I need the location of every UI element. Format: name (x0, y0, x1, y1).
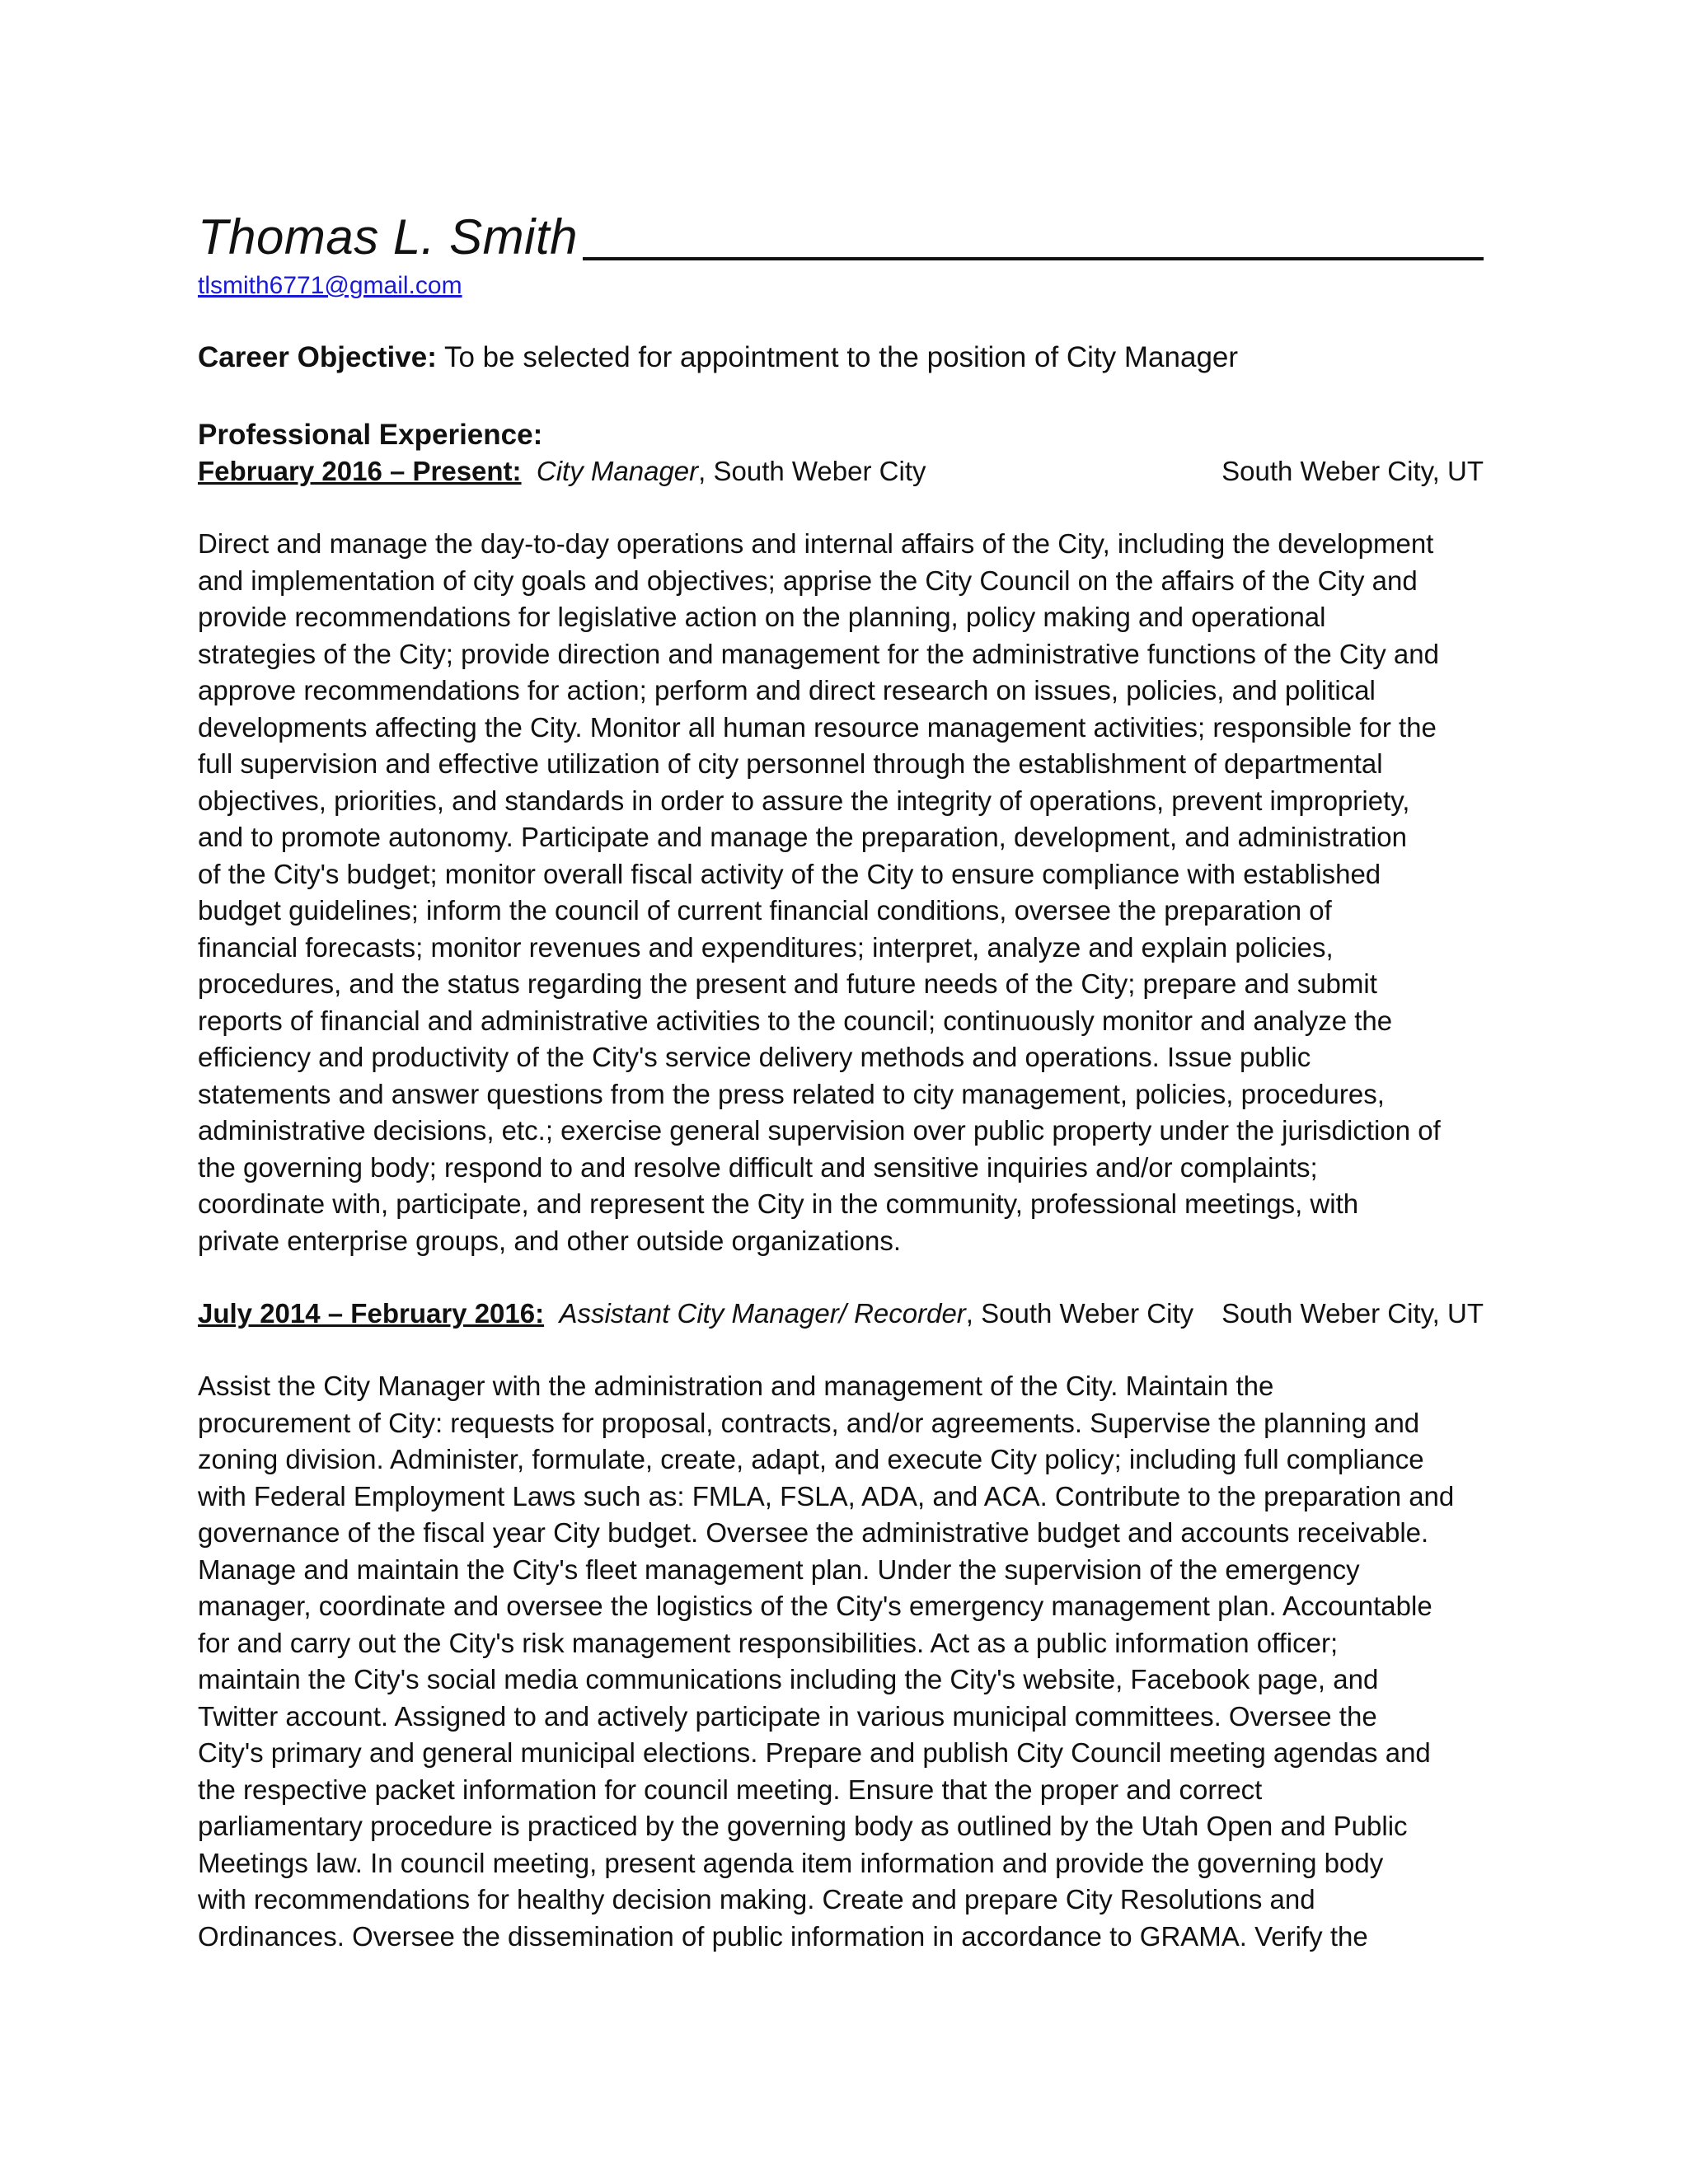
description-line: procurement of City: requests for proposal, contracts, and/or agreements. Supervise the planning and (198, 1407, 1420, 1438)
description-line: Manage and maintain the City's fleet management plan. Under the supervision of the emergency (198, 1554, 1360, 1585)
name-header (198, 198, 1484, 264)
objective-text: To be selected for appointment to the position of City Manager (443, 341, 1239, 373)
job-heading (198, 453, 926, 490)
description-line: and implementation of city goals and objectives; apprise the City Council on the affairs of the City and (198, 565, 1418, 596)
description-line: strategies of the City; provide direction and management for the administrative functions of the City and (198, 638, 1439, 669)
description-line: administrative decisions, etc.; exercise general supervision over public property under the jurisdiction of (198, 1115, 1441, 1146)
job-heading (198, 1296, 1193, 1332)
description-line: procedures, and the status regarding the present and future needs of the City; prepare and submit (198, 968, 1377, 999)
description-line: full supervision and effective utilization of city personnel through the establishment of departmental (198, 748, 1383, 779)
description-line: efficiency and productivity of the City's service delivery methods and operations. Issue public (198, 1042, 1311, 1072)
description-line: maintain the City's social media communications including the City's website, Facebook page, and (198, 1664, 1379, 1694)
job-employer: , South Weber City (965, 1298, 1194, 1329)
description-line: with Federal Employment Laws such as: FMLA, FSLA, ADA, and ACA. Contribute to the preparation and (198, 1480, 1455, 1511)
description-line: the respective packet information for council meeting. Ensure that the proper and correct (198, 1774, 1263, 1805)
description-line: statements and answer questions from the press related to city management, policies, procedures, (198, 1078, 1385, 1109)
job-header-2 (198, 1296, 1484, 1332)
objective-label: Career Objective: (198, 341, 437, 373)
description-line: Meetings law. In council meeting, present agenda item information and provide the governing body (198, 1847, 1384, 1878)
description-line: parliamentary procedure is practiced by the governing body as outlined by the Utah Open and Public (198, 1811, 1408, 1841)
description-line: Twitter account. Assigned to and actively participate in various municipal committees. Oversee the (198, 1700, 1377, 1732)
description-line: approve recommendations for action; perform and direct research on issues, policies, and political (198, 675, 1376, 705)
description-line: budget guidelines; inform the council of current financial conditions, oversee the preparation of (198, 895, 1332, 926)
job-dates: February 2016 – Present: (198, 456, 522, 486)
job-employer: , South Weber City (698, 456, 926, 486)
description-line: zoning division. Administer, formulate, create, adapt, and execute City policy; including full compliance (198, 1444, 1424, 1474)
description-line: private enterprise groups, and other outside organizations. (198, 1225, 902, 1256)
job-description-2 (198, 1368, 1484, 1955)
description-line: the governing body; respond to and resolve difficult and sensitive inquiries and/or complaints; (198, 1151, 1318, 1183)
description-line: Direct and manage the day-to-day operations and internal affairs of the City, including the development (198, 528, 1434, 559)
description-line: reports of financial and administrative activities to the council; continuously monitor and analyze the (198, 1005, 1393, 1036)
job-location: South Weber City, UT (1221, 1298, 1484, 1329)
career-objective (198, 340, 1484, 376)
email-link[interactable]: tlsmith6771@gmail.com (198, 272, 462, 299)
description-line: governance of the fiscal year City budget. Oversee the administrative budget and accounts receivable. (198, 1517, 1429, 1548)
job-dates: July 2014 – February 2016: (198, 1298, 545, 1329)
description-line: coordinate with, participate, and represent the City in the community, professional meetings, with (198, 1188, 1359, 1219)
description-line: manager, coordinate and oversee the logistics of the City's emergency management plan. Accountable (198, 1591, 1432, 1621)
description-line: of the City's budget; monitor overall fiscal activity of the City to ensure compliance with established (198, 858, 1381, 889)
description-line: Ordinances. Oversee the dissemination of public information in accordance to GRAMA. Verify the (198, 1920, 1368, 1952)
description-line: and to promote autonomy. Participate and manage the preparation, development, and administration (198, 822, 1407, 852)
candidate-name: Thomas L. Smith (198, 209, 578, 265)
job-location: South Weber City, UT (1221, 456, 1484, 486)
description-line: with recommendations for healthy decision making. Create and prepare City Resolutions and (198, 1884, 1315, 1915)
name-underline (583, 257, 1484, 260)
job-description-1 (198, 526, 1484, 1259)
description-line: for and carry out the City's risk management responsibilities. Act as a public information officer; (198, 1627, 1339, 1658)
experience-heading: Professional Experience: (198, 419, 543, 451)
job-title: City Manager (536, 456, 699, 486)
description-line: Assist the City Manager with the administration and management of the City. Maintain the (198, 1371, 1274, 1401)
job-header-1 (198, 453, 1484, 490)
description-line: financial forecasts; monitor revenues and expenditures; interpret, analyze and explain policies, (198, 931, 1334, 963)
description-line: provide recommendations for legislative action on the planning, policy making and operational (198, 602, 1326, 632)
description-line: City's primary and general municipal elections. Prepare and publish City Council meeting agendas and (198, 1737, 1431, 1768)
description-line: developments affecting the City. Monitor all human resource management activities; responsible for the (198, 711, 1437, 743)
job-title: Assistant City Manager/ Recorder (559, 1298, 966, 1329)
description-line: objectives, priorities, and standards in order to assure the integrity of operations, prevent impropriety, (198, 785, 1410, 816)
resume-page (198, 198, 1484, 1955)
